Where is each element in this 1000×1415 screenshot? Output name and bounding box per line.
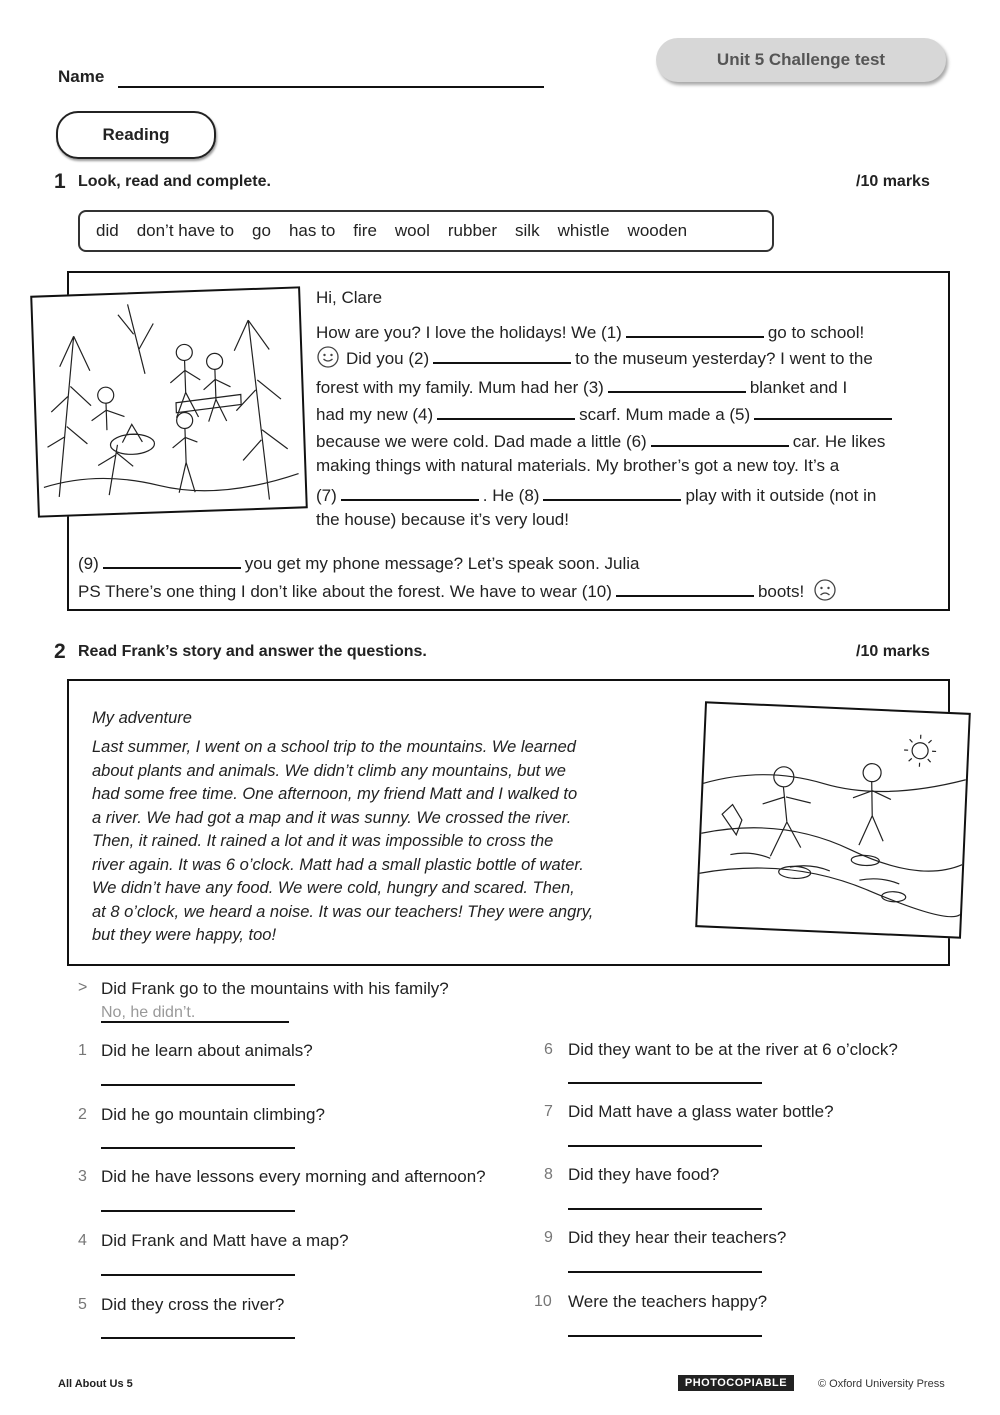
letter-text: car. He likes — [792, 432, 886, 451]
question-text: Did he go mountain climbing? — [101, 1105, 325, 1124]
letter-line-7 — [316, 483, 876, 506]
letter-text: play with it outside (not in — [685, 486, 877, 505]
word-bank-item: rubber — [447, 221, 498, 240]
river-scene-icon — [697, 703, 968, 936]
word-bank-item: did — [96, 221, 119, 240]
word-bank-item: don’t have to — [136, 221, 235, 240]
answer-blank-5[interactable] — [754, 402, 892, 420]
letter-text: (7) — [316, 486, 337, 505]
answer-line-9[interactable] — [568, 1271, 762, 1273]
letter-line-9 — [78, 551, 640, 574]
letter-line-8: the house) because it’s very loud! — [316, 510, 569, 529]
question-text: Did they want to be at the river at 6 o’clock? — [568, 1040, 898, 1059]
question-number: 6 — [544, 1041, 553, 1058]
example-question: Did Frank go to the mountains with his family? — [101, 979, 449, 998]
answer-blank-4[interactable] — [437, 402, 575, 420]
question-text: Did they cross the river? — [101, 1295, 285, 1314]
exercise1-title: Look, read and complete. — [78, 173, 271, 190]
answer-blank-10[interactable] — [616, 579, 754, 597]
question-text: Were the teachers happy? — [568, 1292, 768, 1311]
forest-scene-icon — [32, 288, 305, 515]
example-answer-line — [101, 1021, 289, 1023]
story-line: at 8 o’clock, we heard a noise. It was our teachers! They were angry, — [92, 902, 594, 921]
letter-text: boots! — [757, 581, 805, 601]
footer-copyright: © Oxford University Press — [818, 1378, 945, 1390]
story-line: Last summer, I went on a school trip to the mountains. We learned — [92, 738, 576, 756]
answer-blank-1[interactable] — [626, 320, 764, 338]
exercise1-marks: /10 marks — [856, 173, 930, 190]
story-line: had some free time. One afternoon, my friend Matt and I walked to — [92, 785, 578, 803]
letter-text: (9) — [78, 554, 99, 573]
word-bank-item: whistle — [557, 221, 610, 240]
letter-line-6: making things with natural materials. My brother’s got a new toy. It’s a — [316, 456, 840, 475]
question-number: 4 — [78, 1232, 87, 1249]
story-line: Then, it rained. It rained a lot and it was impossible to cross the — [92, 832, 554, 850]
river-crossing-illustration — [695, 701, 971, 938]
answer-line-10[interactable] — [568, 1335, 762, 1337]
letter-text: to the museum yesterday? I went to the — [575, 348, 873, 368]
answer-line-6[interactable] — [568, 1082, 762, 1084]
name-input-line[interactable] — [118, 86, 544, 88]
question-text: Did they have food? — [568, 1165, 720, 1184]
letter-line-2 — [316, 345, 873, 374]
answer-blank-9[interactable] — [103, 551, 241, 569]
answer-line-2[interactable] — [101, 1147, 295, 1149]
unit-title-badge: Unit 5 Challenge test — [656, 38, 946, 82]
letter-greeting: Hi, Clare — [316, 288, 383, 307]
sad-face-icon — [813, 578, 837, 607]
example-marker: > — [78, 979, 88, 996]
answer-line-4[interactable] — [101, 1274, 295, 1276]
letter-text: PS There’s one thing I don’t like about the forest. We have to wear (10) — [78, 581, 612, 601]
question-number: 9 — [544, 1229, 553, 1246]
letter-text: scarf. Mum made a (5) — [579, 405, 751, 424]
answer-blank-2[interactable] — [433, 346, 571, 364]
question-text: Did Matt have a glass water bottle? — [568, 1102, 834, 1121]
answer-line-7[interactable] — [568, 1145, 762, 1147]
name-label: Name — [58, 67, 105, 86]
answer-blank-6[interactable] — [651, 429, 789, 447]
question-number: 3 — [78, 1168, 87, 1185]
forest-campfire-illustration — [30, 286, 308, 517]
question-text: Did Frank and Matt have a map? — [101, 1231, 349, 1250]
letter-text: go to school! — [767, 323, 865, 342]
letter-text: had my new (4) — [316, 405, 434, 424]
answer-line-1[interactable] — [101, 1084, 295, 1086]
answer-blank-3[interactable] — [608, 375, 746, 393]
question-number: 2 — [78, 1106, 87, 1123]
answer-blank-7[interactable] — [341, 483, 479, 501]
story-line: about plants and animals. We didn’t climb any mountains, but we — [92, 761, 566, 780]
letter-text: because we were cold. Dad made a little (6) — [316, 432, 647, 451]
question-number: 1 — [78, 1042, 87, 1059]
letter-text: How are you? I love the holidays! We (1) — [316, 323, 622, 342]
question-number: 10 — [534, 1293, 552, 1310]
word-bank-item: wool — [394, 221, 430, 240]
exercise2-number: 2 — [54, 640, 66, 663]
letter-text: blanket and I — [749, 378, 848, 397]
exercise2-title: Read Frank’s story and answer the questions. — [78, 643, 427, 660]
story-line: a river. We had got a map and it was sunny. We crossed the river. — [92, 808, 572, 827]
letter-line-10 — [78, 578, 837, 607]
smiley-face-icon — [316, 345, 340, 374]
answer-line-3[interactable] — [101, 1210, 295, 1212]
letter-line-5 — [316, 429, 885, 452]
story-line: but they were happy, too! — [92, 926, 277, 944]
section-label-reading: Reading — [56, 111, 216, 159]
word-bank-item: fire — [353, 221, 377, 240]
story-line: river again. It was 6 o’clock. Matt had a small plastic bottle of water. — [92, 855, 584, 874]
word-bank-item: has to — [288, 221, 336, 240]
question-text: Did he have lessons every morning and afternoon? — [101, 1167, 486, 1186]
letter-line-1 — [316, 320, 864, 343]
example-answer: No, he didn’t. — [101, 1004, 196, 1021]
letter-text: Did you (2) — [346, 348, 430, 368]
exercise1-number: 1 — [54, 170, 66, 193]
question-number: 7 — [544, 1103, 553, 1120]
question-number: 8 — [544, 1166, 553, 1183]
story-title: My adventure — [92, 709, 192, 727]
word-bank-item: go — [252, 221, 271, 240]
footer-book-title: All About Us 5 — [58, 1378, 133, 1390]
word-bank-item: wooden — [627, 221, 688, 240]
story-line: We didn’t have any food. We were cold, hungry and scared. Then, — [92, 879, 575, 897]
question-text: Did they hear their teachers? — [568, 1228, 787, 1247]
photocopiable-badge: PHOTOCOPIABLE — [678, 1375, 794, 1391]
question-text: Did he learn about animals? — [101, 1041, 313, 1060]
answer-line-5[interactable] — [101, 1337, 295, 1339]
answer-blank-8[interactable] — [543, 483, 681, 501]
exercise2-marks: /10 marks — [856, 643, 930, 660]
word-bank — [78, 210, 774, 252]
word-bank-item: silk — [515, 221, 540, 240]
letter-text: . He (8) — [482, 486, 540, 505]
answer-line-8[interactable] — [568, 1208, 762, 1210]
letter-line-4 — [316, 402, 896, 425]
question-number: 5 — [78, 1296, 87, 1313]
letter-text: forest with my family. Mum had her (3) — [316, 378, 604, 397]
letter-line-3 — [316, 375, 847, 398]
letter-text: you get my phone message? Let’s speak soon. Julia — [244, 554, 640, 573]
